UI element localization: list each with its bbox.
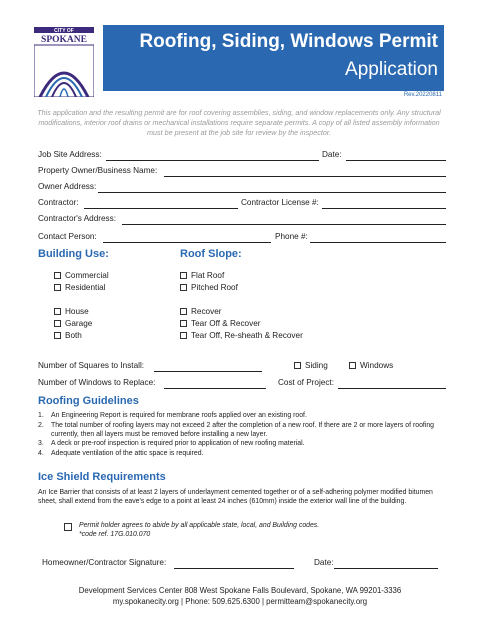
- checkbox-icon: [180, 272, 187, 279]
- squares-field[interactable]: [154, 371, 262, 372]
- footer-address: Development Services Center 808 West Spokane Falls Boulevard, Spokane, WA 99201-3336: [78, 586, 402, 595]
- date-field[interactable]: [346, 160, 446, 161]
- checkbox-icon: [349, 362, 356, 369]
- building-use-heading: Building Use:: [38, 248, 109, 260]
- checkbox-windows[interactable]: Windows: [349, 361, 393, 370]
- property-owner-field[interactable]: [164, 176, 446, 177]
- checkbox-icon: [54, 332, 61, 339]
- guideline-item: 1. An Engineering Report is required for membrane roofs applied over an existing roof.: [38, 412, 307, 419]
- intro-text: This application and the resulting permit are for roof covering assemblies, siding, and window replacements only. Any structural modifications, interior roof drains or mechanical installations require separate permits. A copy of all listed assembly information must be present at the job site for review by the inspector.: [37, 108, 441, 137]
- logo-name: SPOKANE: [41, 35, 87, 45]
- date-label: Date:: [322, 150, 342, 159]
- guidelines-heading: Roofing Guidelines: [38, 395, 139, 407]
- header-banner: [103, 25, 444, 91]
- phone-label: Phone #:: [275, 232, 308, 241]
- checkbox-flat-roof[interactable]: Flat Roof: [180, 271, 224, 280]
- guidelines-list: [38, 411, 450, 458]
- windows-replace-label: Number of Windows to Replace:: [38, 378, 156, 387]
- checkbox-house[interactable]: House: [54, 307, 89, 316]
- footer-contact: my.spokanecity.org | Phone: 509.625.6300 | permitteam@spokanecity.org: [112, 597, 368, 606]
- checkbox-commercial[interactable]: Commercial: [54, 271, 109, 280]
- checkbox-icon: [294, 362, 301, 369]
- logo-top-text: CITY OF: [54, 28, 74, 34]
- checkbox-icon: [180, 308, 187, 315]
- ice-shield-text: An Ice Barrier that consists of at least 2 layers of underlayment cemented together or of a self-adhering polymer modified bitumen sheet, shall extend from the eave's edge to a point at least 24 inches (610mm) inside the exterior wall line of the building.: [38, 489, 433, 506]
- contact-person-label: Contact Person:: [38, 232, 97, 241]
- guideline-item: 3. A deck or pre-roof inspection is required prior to application of new roofing material.: [38, 440, 305, 447]
- owner-address-label: Owner Address:: [38, 182, 97, 191]
- property-owner-label: Property Owner/Business Name:: [38, 166, 158, 175]
- checkbox-pitched-roof[interactable]: Pitched Roof: [180, 283, 238, 292]
- cost-label: Cost of Project:: [278, 378, 334, 387]
- owner-address-field[interactable]: [98, 192, 446, 193]
- checkbox-both[interactable]: Both: [54, 331, 82, 340]
- signature-date-label: Date:: [314, 558, 334, 567]
- contact-person-field[interactable]: [103, 242, 271, 243]
- job-site-field[interactable]: [106, 160, 319, 161]
- contractor-license-field[interactable]: [322, 208, 446, 209]
- contractor-label: Contractor:: [38, 198, 79, 207]
- checkbox-icon: [54, 308, 61, 315]
- signature-label: Homeowner/Contractor Signature:: [42, 558, 167, 567]
- revision-label: Rev.20220811: [403, 92, 442, 98]
- checkbox-residential[interactable]: Residential: [54, 283, 106, 292]
- signature-date-field[interactable]: [334, 568, 438, 569]
- checkbox-recover[interactable]: Recover: [180, 307, 222, 316]
- phone-field[interactable]: [310, 242, 446, 243]
- checkbox-tear-off-recover[interactable]: Tear Off & Recover: [180, 319, 260, 328]
- signature-field[interactable]: [174, 568, 294, 569]
- contractor-field[interactable]: [84, 208, 238, 209]
- agreement-checkbox[interactable]: [64, 523, 72, 531]
- page-title: Roofing, Siding, Windows Permit: [139, 31, 438, 52]
- page-subtitle: Application: [345, 59, 438, 80]
- checkbox-icon: [54, 284, 61, 291]
- cost-field[interactable]: [338, 388, 446, 389]
- checkbox-siding[interactable]: Siding: [294, 361, 328, 370]
- guideline-item: 4. Adequate ventilation of the attic space is required.: [38, 449, 204, 457]
- checkbox-garage[interactable]: Garage: [54, 319, 92, 328]
- checkbox-icon: [180, 332, 187, 339]
- contractor-address-field[interactable]: [122, 224, 446, 225]
- roof-slope-heading: Roof Slope:: [180, 248, 242, 260]
- checkbox-icon: [180, 284, 187, 291]
- windows-replace-field[interactable]: [164, 388, 266, 389]
- agreement-text: Permit holder agrees to abide by all applicable state, local, and Building codes. *code ref. 17G.010.070: [79, 522, 320, 538]
- checkbox-icon: [180, 320, 187, 327]
- contractor-address-label: Contractor's Address:: [38, 214, 117, 223]
- squares-label: Number of Squares to Install:: [38, 361, 145, 370]
- checkbox-tear-off-resheath[interactable]: Tear Off, Re-sheath & Recover: [180, 331, 303, 340]
- checkbox-icon: [54, 320, 61, 327]
- footer: [30, 585, 450, 607]
- job-site-label: Job Site Address:: [38, 150, 102, 159]
- contractor-license-label: Contractor License #:: [241, 198, 319, 207]
- guideline-item: 2. The total number of roofing layers may not exceed 2 after the completion of a new roof. If there are 2 or more layers of roofing currently, then all layers must be removed before installing a new layer.: [38, 421, 435, 438]
- city-logo: [34, 27, 94, 97]
- checkbox-icon: [54, 272, 61, 279]
- ice-shield-heading: Ice Shield Requirements: [38, 471, 166, 483]
